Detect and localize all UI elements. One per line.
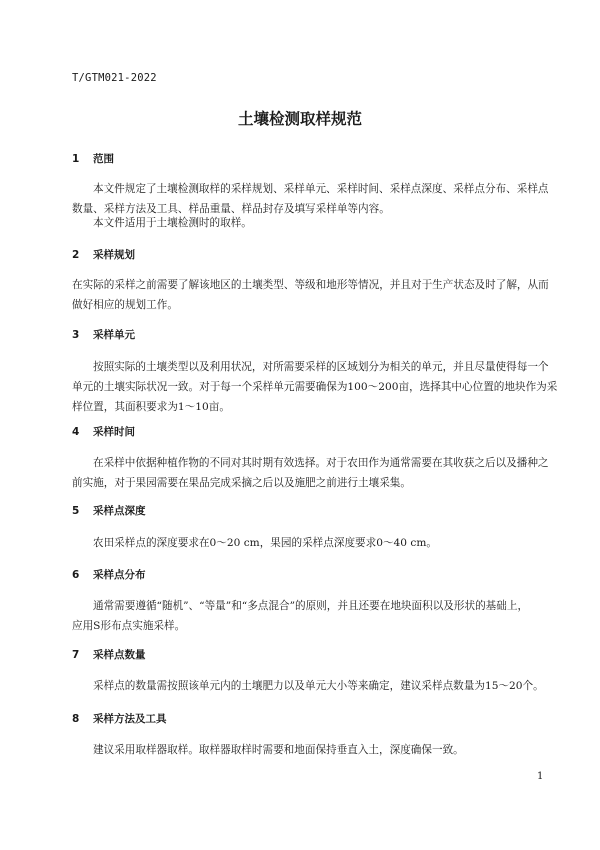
- section-2-paragraph-1: [72, 275, 549, 315]
- section-number: 3: [72, 329, 80, 341]
- section-title: 采样方法及工具: [93, 713, 167, 725]
- section-number: 8: [72, 713, 80, 725]
- section-heading-5: [72, 503, 146, 518]
- section-heading-7: [72, 647, 146, 662]
- text-line: 单元的土壤实际状况一致。对于每一个采样单元需要确保为100～200亩，选择其中心位置的地块作为采: [72, 381, 558, 393]
- text-line: 应用S形布点实施采样。: [72, 620, 186, 632]
- text-line: 本文件适用于土壤检测时的取样。: [93, 217, 252, 229]
- section-heading-4: [72, 424, 135, 439]
- text-line: 本文件规定了土壤检测取样的采样规划、采样单元、采样时间、采样点深度、采样点分布、采样点: [93, 183, 549, 195]
- page-number: 1: [537, 771, 544, 782]
- section-heading-1: [72, 151, 114, 166]
- text-line: 数量、采样方法及工具、样品重量、样品封存及填写采样单等内容。: [72, 203, 390, 215]
- section-title: 采样点深度: [93, 505, 146, 517]
- section-number: 4: [72, 426, 80, 438]
- text-line: 样位置，其面积要求为1～10亩。: [72, 401, 230, 413]
- text-line: 通常需要遵循“随机”、“等量”和“多点混合”的原则，并且还要在地块面积以及形状的基础上，: [93, 600, 529, 612]
- section-title: 采样单元: [93, 329, 135, 341]
- section-7-paragraph-1: [72, 676, 542, 696]
- section-title: 采样点分布: [93, 569, 146, 581]
- text-line: 做好相应的规划工作。: [72, 299, 178, 311]
- section-1-paragraph-2: [72, 213, 542, 233]
- text-line: 农田采样点的深度要求在0～20 cm，果园的采样点深度要求0～40 cm。: [93, 537, 437, 549]
- section-6-paragraph-1: [72, 596, 542, 636]
- document-title: 土壤检测取样规范: [237, 110, 362, 128]
- text-line: 前实施，对于果园需要在果品完成采摘之后以及施肥之前进行土壤采集。: [72, 477, 411, 489]
- section-heading-8: [72, 711, 167, 726]
- section-title: 采样规划: [93, 249, 135, 261]
- section-3-paragraph-1: [72, 357, 558, 417]
- text-line: 采样点的数量需按照该单元内的土壤肥力以及单元大小等来确定，建议采样点数量为15～20个。: [93, 680, 544, 692]
- section-title: 采样点数量: [93, 649, 146, 661]
- text-line: 建议采用取样器取样。取样器取样时需要和地面保持垂直入土，深度确保一致。: [93, 744, 464, 756]
- section-8-paragraph-1: [72, 740, 542, 760]
- text-line: 在实际的采样之前需要了解该地区的土壤类型、等级和地形等情况，并且对于生产状态及时了解，从而: [72, 279, 549, 291]
- document-code: T/GTM021-2022: [72, 72, 157, 84]
- section-heading-2: [72, 247, 135, 262]
- section-number: 2: [72, 249, 80, 261]
- section-number: 1: [72, 153, 80, 165]
- section-heading-3: [72, 327, 135, 342]
- section-number: 6: [72, 569, 80, 581]
- section-number: 5: [72, 505, 80, 517]
- section-4-paragraph-1: [72, 453, 549, 493]
- section-title: 采样时间: [93, 426, 135, 438]
- text-line: 在采样中依据种植作物的不同对其时期有效选择。对于农田作为通常需要在其收获之后以及播种之: [93, 457, 549, 469]
- section-heading-6: [72, 567, 146, 582]
- section-number: 7: [72, 649, 80, 661]
- section-5-paragraph-1: [72, 533, 542, 553]
- text-line: 按照实际的土壤类型以及利用状况，对所需要采样的区域划分为相关的单元，并且尽量使得每一个: [93, 361, 549, 373]
- section-title: 范围: [93, 153, 114, 165]
